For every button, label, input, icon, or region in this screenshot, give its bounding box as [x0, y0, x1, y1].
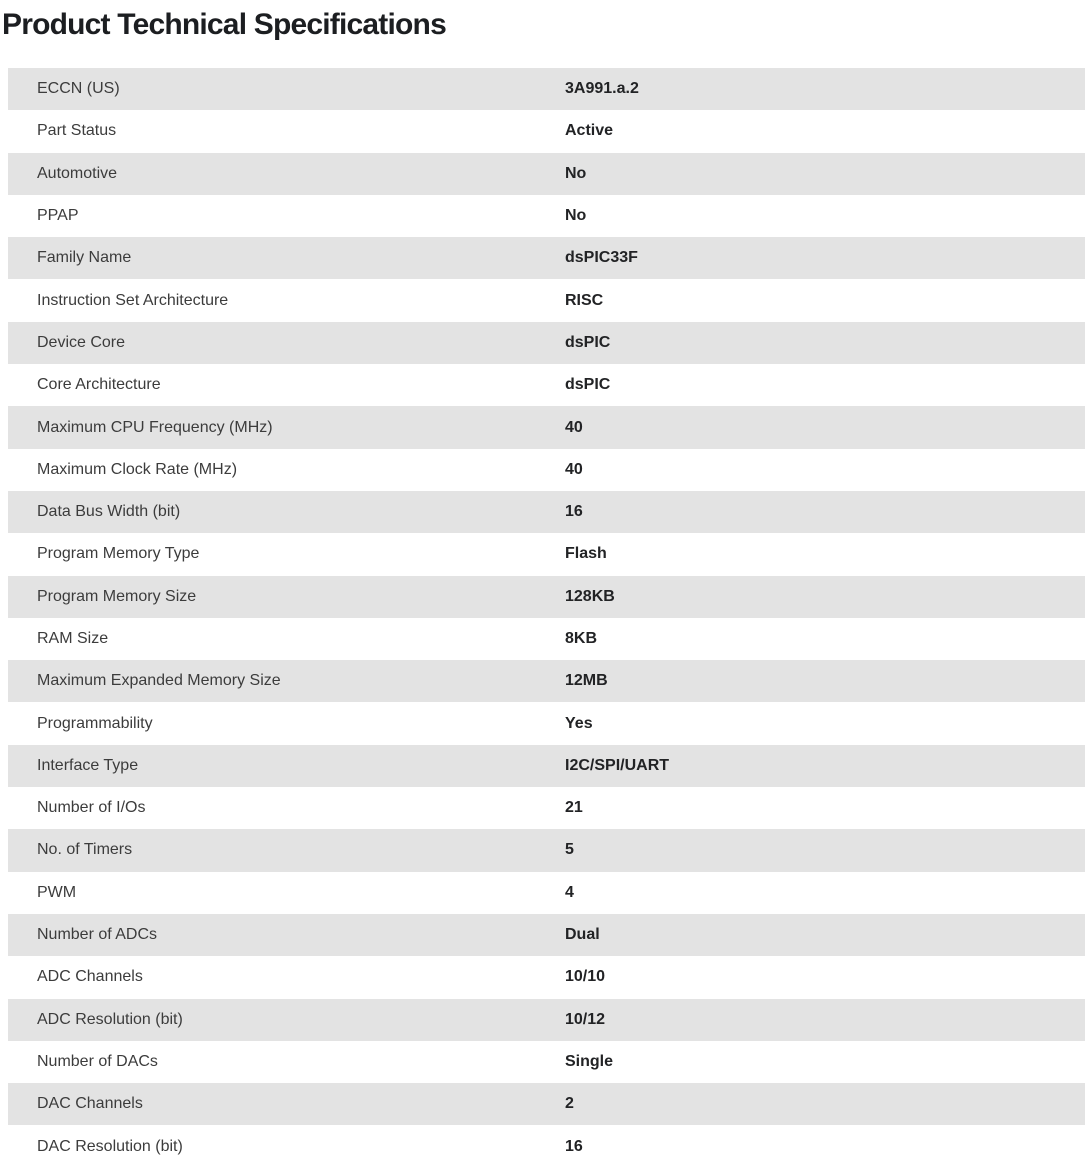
spec-value: Flash — [565, 545, 607, 563]
spec-value: 10/12 — [565, 1010, 606, 1028]
spec-value: 10/10 — [565, 968, 606, 986]
spec-value: No — [565, 207, 587, 225]
table-row — [8, 237, 1085, 279]
spec-label: ADC Resolution (bit) — [37, 1010, 183, 1028]
spec-value: 4 — [565, 883, 574, 901]
table-row — [8, 110, 1085, 152]
spec-label: No. of Timers — [37, 841, 133, 859]
spec-table — [8, 68, 1085, 1167]
spec-label: Program Memory Size — [37, 587, 197, 605]
table-row — [8, 914, 1085, 956]
spec-label: Program Memory Type — [37, 545, 200, 563]
table-row — [8, 660, 1085, 702]
spec-value: 3A991.a.2 — [565, 80, 639, 98]
table-row — [8, 406, 1085, 448]
table-row — [8, 702, 1085, 744]
spec-label: Data Bus Width (bit) — [37, 503, 181, 521]
spec-value: Active — [565, 122, 614, 140]
table-row — [8, 449, 1085, 491]
spec-value: 12MB — [565, 672, 608, 690]
table-row — [8, 491, 1085, 533]
spec-value: 16 — [565, 1137, 583, 1155]
spec-label: DAC Resolution (bit) — [37, 1137, 183, 1155]
spec-value: 40 — [565, 418, 583, 436]
spec-label: Maximum Clock Rate (MHz) — [37, 460, 238, 478]
table-row — [8, 1083, 1085, 1125]
table-row — [8, 322, 1085, 364]
spec-value: No — [565, 164, 587, 182]
table-row — [8, 1125, 1085, 1167]
table-row — [8, 68, 1085, 110]
spec-label: PPAP — [37, 207, 79, 225]
table-row — [8, 829, 1085, 871]
spec-value: I2C/SPI/UART — [565, 756, 670, 774]
table-row — [8, 195, 1085, 237]
spec-value: 5 — [565, 841, 574, 859]
spec-label: Number of ADCs — [37, 926, 158, 944]
table-row — [8, 1041, 1085, 1083]
page-title: Product Technical Specifications — [2, 8, 446, 41]
spec-value: 40 — [565, 460, 583, 478]
spec-label: Number of I/Os — [37, 799, 146, 817]
table-row — [8, 745, 1085, 787]
spec-value: 8KB — [565, 630, 598, 647]
spec-label: DAC Channels — [37, 1095, 143, 1113]
spec-label: Maximum Expanded Memory Size — [37, 672, 281, 690]
spec-value: dsPIC — [565, 376, 611, 394]
table-row — [8, 787, 1085, 829]
spec-label: RAM Size — [37, 630, 109, 647]
spec-label: Number of DACs — [37, 1052, 158, 1070]
spec-value: Dual — [565, 926, 600, 944]
spec-label: Automotive — [37, 164, 118, 182]
table-row — [8, 153, 1085, 195]
spec-value: Yes — [565, 714, 593, 732]
spec-label: Instruction Set Architecture — [37, 291, 229, 309]
table-row — [8, 999, 1085, 1041]
spec-label: ECCN (US) — [37, 80, 120, 98]
spec-value: RISC — [565, 291, 604, 309]
spec-label: Interface Type — [37, 756, 139, 774]
table-row — [8, 533, 1085, 575]
spec-label: Core Architecture — [37, 376, 161, 394]
spec-value: 16 — [565, 503, 583, 521]
table-row — [8, 364, 1085, 406]
spec-value: dsPIC — [565, 333, 611, 351]
table-row — [8, 872, 1085, 914]
spec-label: Device Core — [37, 333, 126, 351]
table-row — [8, 956, 1085, 998]
spec-value: 21 — [565, 799, 583, 817]
spec-value: 128KB — [565, 587, 615, 605]
spec-label: Maximum CPU Frequency (MHz) — [37, 418, 273, 436]
spec-value: dsPIC33F — [565, 249, 638, 267]
table-row — [8, 576, 1085, 618]
spec-value: 2 — [565, 1095, 574, 1113]
spec-value: Single — [565, 1052, 614, 1070]
spec-label: Part Status — [37, 122, 117, 140]
table-row — [8, 279, 1085, 321]
spec-label: PWM — [37, 883, 77, 901]
table-row — [8, 618, 1085, 660]
spec-label: ADC Channels — [37, 968, 143, 986]
spec-label: Family Name — [37, 249, 132, 267]
spec-label: Programmability — [37, 714, 153, 732]
